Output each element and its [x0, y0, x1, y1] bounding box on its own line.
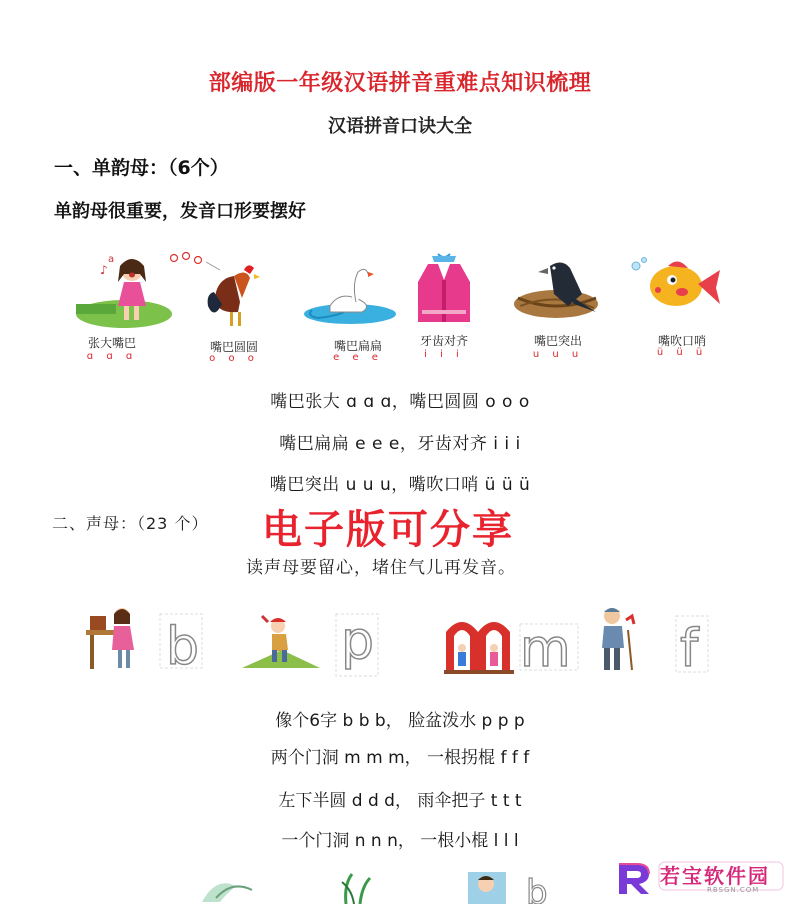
rooster-illustration [168, 250, 268, 330]
vowel-caption-5: 嘴巴突出 [533, 334, 582, 348]
vowel-pinyin-3: e e e [333, 352, 383, 363]
letter-b: b [166, 617, 200, 670]
plant-illustration [326, 872, 386, 904]
letter-p-icon [334, 612, 380, 678]
consonant-rhyme-1: 像个6字 b b b， 脸盆泼水 p p p [275, 711, 525, 731]
fish-whistling-illustration [628, 256, 724, 316]
vowel-pinyin-4: i i i [424, 349, 464, 360]
letter-m-icon [518, 622, 580, 672]
vowel-caption-2: 嘴巴圆圆 [209, 340, 258, 354]
vowel-caption-4: 牙齿对齐 [419, 334, 468, 348]
bird-illustration [196, 872, 256, 904]
vowel-rhyme-3: 嘴巴突出 u u u，嘴吹口哨 ü ü ü [269, 475, 531, 495]
page-subtitle: 汉语拼音口诀大全 [328, 116, 472, 137]
section2-tagline: 读声母要留心，堵住气儿再发音。 [246, 558, 516, 578]
vowel-pinyin-2: o o o [209, 353, 259, 364]
consonant-rhyme-4: 一个门洞 n n n， 一根小棍 l l l [281, 831, 519, 851]
consonant-rhyme-3: 左下半圆 d d d， 雨伞把子 t t t [278, 791, 522, 811]
letter-m: m [520, 622, 571, 672]
vowel-pinyin-6: ü ü ü [656, 347, 708, 358]
crow-nest-illustration [510, 254, 606, 324]
svg-text:♪: ♪ [100, 263, 108, 277]
section2-heading: 二、声母：（23 个） [52, 514, 209, 533]
swan-illustration [300, 262, 400, 328]
girl-radio-illustration [84, 600, 144, 672]
letter-p: p [341, 612, 375, 671]
vowel-caption-6: 嘴吹口哨 [657, 334, 706, 348]
old-man-cane-illustration [592, 604, 638, 674]
vowel-rhyme-1: 嘴巴张大 ɑ ɑ ɑ，嘴巴圆圆 o o o [270, 392, 530, 412]
letter-f: f [680, 619, 699, 674]
vowel-caption-3: 嘴巴扁扁 [333, 339, 382, 353]
vowel-rhyme-2: 嘴巴扁扁 e e e，牙齿对齐 i i i [279, 434, 521, 454]
girl-singing-illustration [74, 248, 174, 328]
section1-tagline: 单韵母很重要，发音口形要摆好 [54, 201, 306, 222]
vowel-caption-1: 张大嘴巴 [87, 336, 136, 350]
letter-b-icon [158, 612, 204, 670]
boy-climbing-illustration [242, 612, 320, 672]
svg-text:a: a [108, 254, 115, 265]
vowel-pinyin-1: ɑ ɑ ɑ [86, 351, 138, 362]
vowel-pinyin-5: u u u [532, 349, 584, 360]
boy-partial-illustration [466, 868, 556, 904]
logo-domain: RBSGN.COM [707, 886, 760, 894]
shareable-watermark: 电子版可分享 [262, 507, 514, 553]
arches-illustration [442, 612, 518, 674]
section1-heading: 一、单韵母：（6个） [54, 157, 229, 179]
pink-coat-illustration [404, 252, 484, 324]
logo-name: 若宝软件园 [660, 864, 770, 888]
consonant-rhyme-2: 两个门洞 m m m， 一根拐棍 f f f [270, 748, 530, 768]
svg-text:b: b [526, 873, 548, 904]
letter-f-icon [674, 614, 710, 674]
page-title: 部编版一年级汉语拼音重难点知识梳理 [208, 71, 592, 96]
